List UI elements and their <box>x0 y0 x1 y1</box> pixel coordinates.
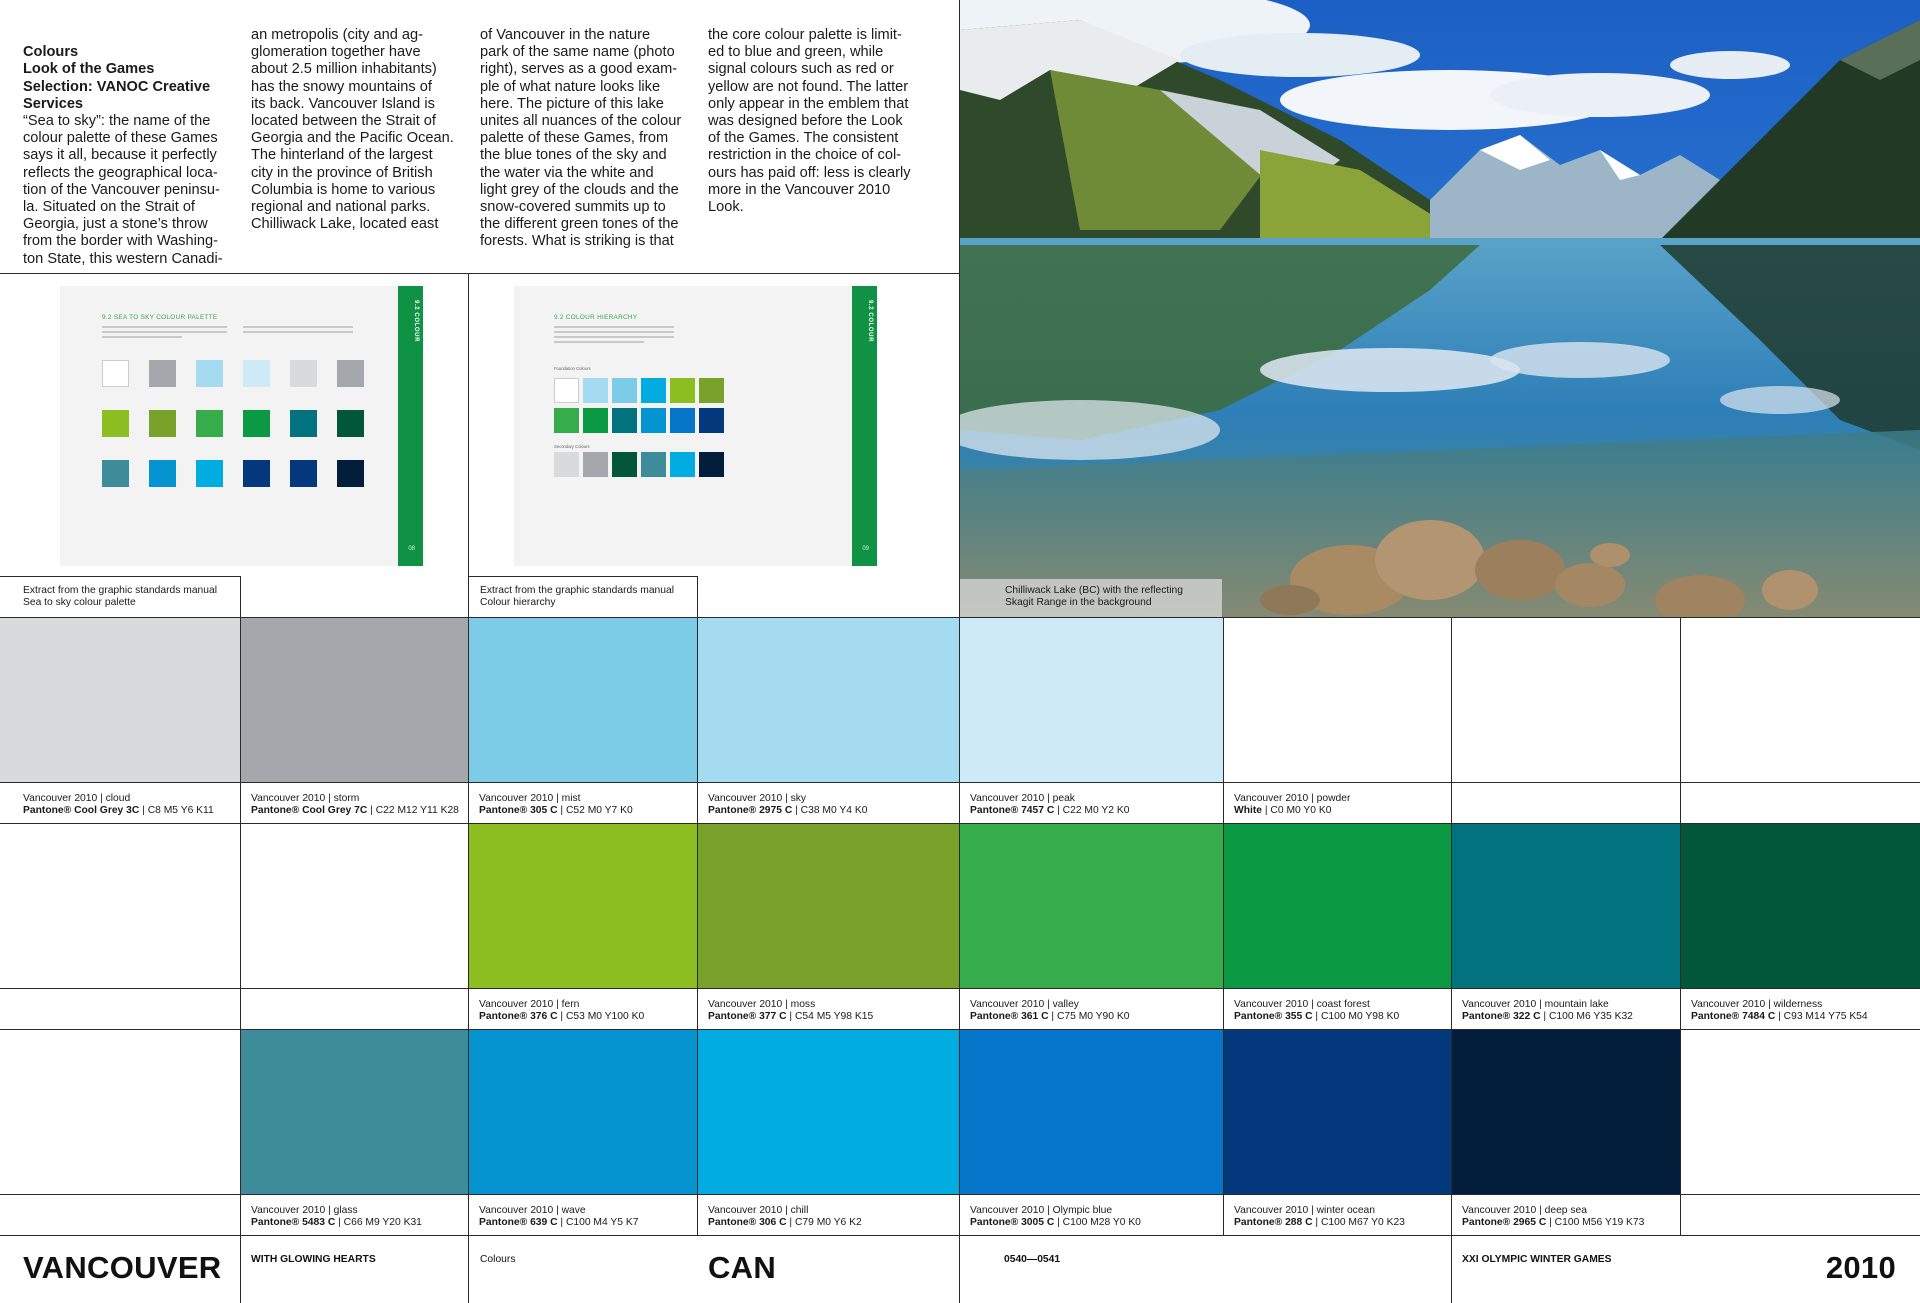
manual-chip <box>290 460 317 487</box>
swatch-name: Vancouver 2010 | chill <box>708 1205 809 1216</box>
swatch-name: Vancouver 2010 | coast forest <box>1234 999 1370 1010</box>
swatch-mountain-lake <box>1451 823 1680 988</box>
swatch-wave <box>468 1029 697 1194</box>
manual-chip <box>641 408 666 433</box>
swatch-pantone: Pantone® 5483 C | C66 M9 Y20 K31 <box>251 1217 422 1228</box>
manual-chip <box>554 408 579 433</box>
footer-page-numbers: 0540—0541 <box>1004 1254 1061 1265</box>
manual-page-sea-to-sky <box>60 286 423 566</box>
swatch-pantone: Pantone® 2975 C | C38 M0 Y4 K0 <box>708 805 868 816</box>
swatch-name: Vancouver 2010 | storm <box>251 793 360 804</box>
manual-chip <box>337 410 364 437</box>
caption-manual-2: Extract from the graphic standards manual Colour hierarchy <box>480 585 675 608</box>
swatch-pantone: Pantone® 322 C | C100 M6 Y35 K32 <box>1462 1011 1633 1022</box>
manual-chip <box>583 452 608 477</box>
manual-title: 9.2 SEA TO SKY COLOUR PALETTE <box>102 314 218 321</box>
swatch-pantone: Pantone® Cool Grey 7C | C22 M12 Y11 K28 <box>251 805 459 816</box>
manual-chip <box>554 378 579 403</box>
footer-city: VANCOUVER <box>23 1250 222 1285</box>
manual-chip <box>243 460 270 487</box>
swatch-label-storm <box>251 793 459 817</box>
manual-chip <box>670 378 695 403</box>
swatch-label-cloud <box>23 793 214 817</box>
manual-spine <box>852 286 877 566</box>
swatch-pantone: Pantone® 639 C | C100 M4 Y5 K7 <box>479 1217 639 1228</box>
footer-section: Colours <box>480 1254 516 1265</box>
swatch-label-mist <box>479 793 633 817</box>
swatch-label-glass <box>251 1205 422 1229</box>
footer-motto: WITH GLOWING HEARTS <box>251 1254 376 1265</box>
manual-spine <box>398 286 423 566</box>
swatch-cloud <box>0 617 240 782</box>
swatch-label-winter-ocean <box>1234 1205 1405 1229</box>
article-col3-body: of Vancouver in the nature park of the same name (photo right), serves as a good exam- ple of what nature looks like here. The picture of this lake unites all nuances of the colour palette of these Games, from the blue tones of the sky and the water via the white and light grey of the clouds and the snow-covered summits up to the different green tones of the forests. What is striking is that <box>480 27 682 250</box>
swatch-name: Vancouver 2010 | winter ocean <box>1234 1205 1376 1216</box>
swatch-label-wilderness <box>1691 999 1868 1023</box>
swatch-valley <box>959 823 1223 988</box>
swatch-label-wave <box>479 1205 638 1229</box>
swatch-pantone: Pantone® 306 C | C79 M0 Y6 K2 <box>708 1217 862 1228</box>
swatch-name: Vancouver 2010 | glass <box>251 1205 358 1216</box>
swatch-label-peak <box>970 793 1129 817</box>
swatch-winter-ocean <box>1223 1029 1451 1194</box>
manual-chip <box>196 360 223 387</box>
swatch-label-fern <box>479 999 644 1023</box>
manual-chip <box>149 410 176 437</box>
swatch-label-mountain-lake <box>1462 999 1633 1023</box>
swatch-name: Vancouver 2010 | fern <box>479 999 580 1010</box>
manual-chip <box>290 410 317 437</box>
chilliwack-lake-photo <box>960 0 1920 617</box>
manual-spine-label: 9.2 COLOUR <box>413 300 419 343</box>
footer-games: XXI OLYMPIC WINTER GAMES <box>1462 1254 1612 1265</box>
swatch-olympic-blue <box>959 1029 1223 1194</box>
swatch-name: Vancouver 2010 | moss <box>708 999 816 1010</box>
text-column-1 <box>23 27 238 268</box>
manual-chip <box>149 360 176 387</box>
swatch-name: Vancouver 2010 | Olympic blue <box>970 1205 1113 1216</box>
swatch-label-sky <box>708 793 867 817</box>
footer-country: CAN <box>708 1250 777 1285</box>
swatch-label-chill <box>708 1205 862 1229</box>
photo-caption: Chilliwack Lake (BC) with the reflecting Skagit Range in the background <box>1005 585 1183 608</box>
swatch-name: Vancouver 2010 | mist <box>479 793 581 804</box>
swatch-pantone: Pantone® 376 C | C53 M0 Y100 K0 <box>479 1011 645 1022</box>
swatch-glass <box>240 1029 468 1194</box>
swatch-name: Vancouver 2010 | mountain lake <box>1462 999 1609 1010</box>
swatch-name: Vancouver 2010 | wilderness <box>1691 999 1823 1010</box>
text-column-2 <box>251 27 466 233</box>
manual-chip <box>290 360 317 387</box>
caption-manual-1: Extract from the graphic standards manual Sea to sky colour palette <box>23 585 218 608</box>
manual-chip <box>243 360 270 387</box>
swatch-pantone: Pantone® 3005 C | C100 M28 Y0 K0 <box>970 1217 1141 1228</box>
swatch-peak <box>959 617 1223 782</box>
manual-chip <box>583 408 608 433</box>
swatch-pantone: Pantone® 2965 C | C100 M56 Y19 K73 <box>1462 1217 1645 1228</box>
swatch-pantone: Pantone® 361 C | C75 M0 Y90 K0 <box>970 1011 1130 1022</box>
swatch-label-deep-sea <box>1462 1205 1644 1229</box>
swatch-label-powder <box>1234 793 1350 817</box>
swatch-mist <box>468 617 697 782</box>
manual-chip <box>670 408 695 433</box>
swatch-sky <box>697 617 959 782</box>
manual-chip <box>612 408 637 433</box>
swatch-name: Vancouver 2010 | sky <box>708 793 807 804</box>
manual-chip <box>670 452 695 477</box>
manual-page-colour-hierarchy <box>514 286 877 566</box>
manual-chip <box>699 378 724 403</box>
swatch-storm <box>240 617 468 782</box>
swatch-name: Vancouver 2010 | wave <box>479 1205 586 1216</box>
manual-chip <box>102 460 129 487</box>
swatch-wilderness <box>1680 823 1920 988</box>
manual-chip <box>699 452 724 477</box>
manual-chip <box>102 410 129 437</box>
swatch-powder <box>1223 617 1451 782</box>
swatch-moss <box>697 823 959 988</box>
text-column-3 <box>480 27 695 251</box>
swatch-pantone: Pantone® 305 C | C52 M0 Y7 K0 <box>479 805 633 816</box>
manual-chip <box>612 378 637 403</box>
manual-chip <box>243 410 270 437</box>
manual-chip <box>196 460 223 487</box>
swatch-deep-sea <box>1451 1029 1680 1194</box>
manual-page-number: 09 <box>862 546 869 552</box>
manual-chip <box>554 452 579 477</box>
text-column-4 <box>708 27 923 216</box>
manual-page-number: 08 <box>408 546 415 552</box>
swatch-pantone: White | C0 M0 Y0 K0 <box>1234 805 1332 816</box>
swatch-pantone: Pantone® 7484 C | C93 M14 Y75 K54 <box>1691 1011 1868 1022</box>
swatch-pantone: Pantone® 355 C | C100 M0 Y98 K0 <box>1234 1011 1400 1022</box>
swatch-fern <box>468 823 697 988</box>
manual-chip <box>196 410 223 437</box>
manual-label-secondary: Secondary Colours <box>554 444 590 449</box>
manual-chip <box>337 360 364 387</box>
swatch-name: Vancouver 2010 | cloud <box>23 793 131 804</box>
footer-year: 2010 <box>1825 1250 1896 1285</box>
manual-chip <box>699 408 724 433</box>
manual-chip <box>641 452 666 477</box>
swatch-label-coast-forest <box>1234 999 1399 1023</box>
article-heading: Colours Look of the Games Selection: VANOC Creative Services <box>23 44 211 112</box>
swatch-chill <box>697 1029 959 1194</box>
swatch-name: Vancouver 2010 | deep sea <box>1462 1205 1587 1216</box>
swatch-coast-forest <box>1223 823 1451 988</box>
swatch-pantone: Pantone® Cool Grey 3C | C8 M5 Y6 K11 <box>23 805 214 816</box>
article-col4-body: the core colour palette is limit- ed to blue and green, while signal colours such as red or yellow are not found. The latter only appear in the emblem that was designed before the Look of the Games. The consistent restriction in the choice of col- ours has paid off: less is clearly more in the Vancouver 2010 Look. <box>708 27 911 216</box>
manual-chip <box>583 378 608 403</box>
swatch-name: Vancouver 2010 | powder <box>1234 793 1351 804</box>
manual-chip <box>102 360 129 387</box>
manual-chip <box>612 452 637 477</box>
swatch-name: Vancouver 2010 | peak <box>970 793 1075 804</box>
manual-chip <box>337 460 364 487</box>
article-col2-body: an metropolis (city and ag- glomeration together have about 2.5 million inhabitants) has the snowy mountains of its back. Vancouver Island is located between the Strait of Georgia and the Pacific Ocean. The hinterland of the largest city in the province of British Columbia is home to various regional and national parks. Chilliwack Lake, located east <box>251 27 454 233</box>
swatch-label-moss <box>708 999 873 1023</box>
manual-label-foundation: Foundation Colours <box>554 366 591 371</box>
swatch-label-valley <box>970 999 1129 1023</box>
article-col1-body: “Sea to sky”: the name of the colour palette of these Games says it all, because it perfectly reflects the geographical loca- tion of the Vancouver peninsu- la. Situated on the Strait of Georgia, just a stone’s throw from the border with Washing- ton State, this western Canadi- <box>23 113 223 267</box>
manual-spine-label: 9.2 COLOUR <box>867 300 873 343</box>
swatch-label-olympic-blue <box>970 1205 1141 1229</box>
manual-chip <box>149 460 176 487</box>
swatch-pantone: Pantone® 377 C | C54 M5 Y98 K15 <box>708 1011 874 1022</box>
photo-caption-box <box>960 578 1223 617</box>
swatch-pantone: Pantone® 7457 C | C22 M0 Y2 K0 <box>970 805 1130 816</box>
swatch-name: Vancouver 2010 | valley <box>970 999 1079 1010</box>
swatch-pantone: Pantone® 288 C | C100 M67 Y0 K23 <box>1234 1217 1405 1228</box>
manual-title: 9.2 COLOUR HIERARCHY <box>554 314 638 321</box>
manual-chip <box>641 378 666 403</box>
